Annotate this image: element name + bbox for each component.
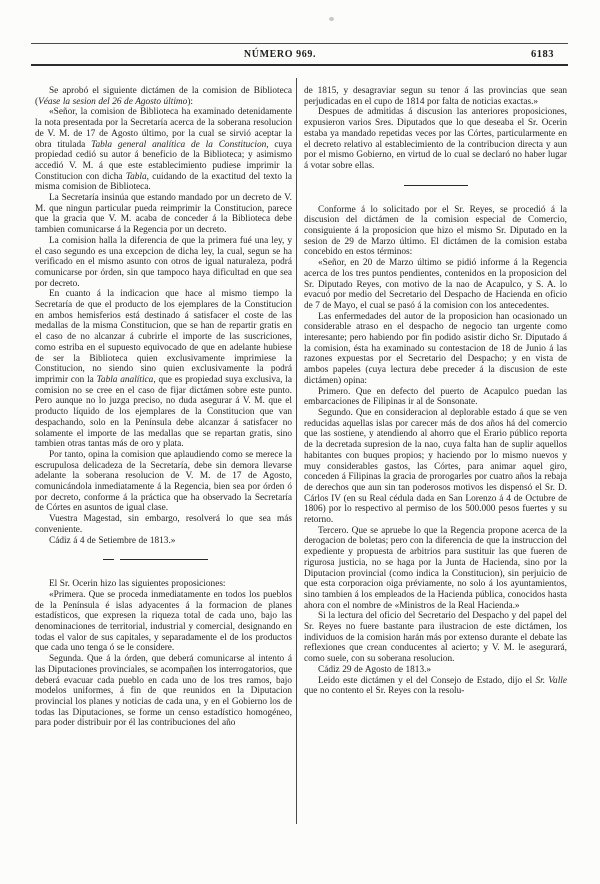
paragraph: Segunda. Que á la órden, que deberá comunicarse al intento á las Diputaciones provinciales, se acompañen los interrogatorios, que deberá evacuar cada pueblo en cada uno de los tres ramos, bajo modelos uniformes, á fin de que reunidos en la Diputacion provincial los planes y noticias de cada una, y en el Gobierno los de todas las Diputaciones, se forme un censo estadístico homogéneo, para poder distribuir por él las contribuciones del año <box>35 654 292 729</box>
paragraph: de 1815, y desagraviar segun su tenor á las provincias que sean perjudicadas en el cupo de 1814 por falta de noticias exactas.» <box>304 86 567 107</box>
paragraph: La comision halla la diferencia de que la primera fué una ley, y el caso segundo es una excepcion de dicha ley, la cual, segun se ha verificado en el mismo asunto con otros de igual naturaleza, podrá comunicarse por órden, sin que tampoco haya dificultad en que sea por decreto. <box>35 235 292 289</box>
right-column <box>304 86 567 697</box>
paragraph: Despues de admitidas á discusion las anteriores proposiciones, expusieron varios Sres. Diputados que lo que deseaba el Sr. Ocerin estaba ya mandado repetidas veces por las Córtes, particularmente en el decreto relativo al establecimiento de la contribucion directa y aun por el mismo Gobierno, en virtud de lo cual se declaró no haber lugar á votar sobre ellas. <box>304 107 567 171</box>
header-rule-bottom <box>31 64 568 66</box>
section-divider <box>120 559 208 560</box>
paragraph: Conforme á lo solicitado por el Sr. Reyes, se procedió á la discusion del dictámen de la comision especial de Comercio, consiguiente á la proposicion que hizo el mismo Sr. Diputado en la sesion de 29 de Marzo último. El dictámen de la comision estaba concebido en estos términos: <box>304 204 567 258</box>
paragraph: Vuestra Magestad, sin embargo, resolverá lo que sea más conveniente. <box>35 514 292 535</box>
section-divider <box>404 185 468 186</box>
paragraph: Se aprobó el siguiente dictámen de la comision de Biblioteca (Véase la sesion del 26 de Agosto último): <box>35 86 292 107</box>
paragraph: Primero. Que en defecto del puerto de Acapulco puedan las embarcaciones de Filipinas ir al de Sonsonate. <box>304 386 567 408</box>
issue-number-label: NÚMERO 969. <box>243 49 317 60</box>
paragraph: En cuanto á la indicacion que hace al mismo tiempo la Secretaría de que el producto de los ejemplares de la Constitucion en ambos hemisferios está destinado á satisfacer el coste de las medallas de la misma Constitucion, que se han de repartir gratis en el caso de no alcanzar á cubrirle el importe de las suscriciones, como estriba en el supuesto equivocado de que en adelante hubiese de ser la Biblioteca quien exclusivamente imprimiese la Constitucion, no siendo sino quien exclusivamente la podrá imprimir con la Tabla analítica, que es propiedad suya exclusiva, la comision no se cree en el caso de fijar dictámen sobre este punto. Pero aunque no lo juzga preciso, no duda asegurar á V. M. que el producto líquido de los ejemplares de la Constitucion que van despachando, solo en la Península debe alcanzar á satisfacer no solamente el importe de las medallas que se repartan gratis, sino tambien otras tantas más de oro y plata. <box>35 289 292 450</box>
paragraph: Cádiz á 4 de Setiembre de 1813.» <box>49 535 176 546</box>
paragraph: Leido este dictámen y el del Consejo de Estado, dijo el Sr. Valle que no contento el Sr. Reyes con la resolu- <box>304 675 567 697</box>
paragraph: «Señor, la comision de Biblioteca ha examinado detenidamente la nota presentada por la Secretaría acerca de la soberana resolucion de V. M. de 17 de Agosto último, por la cual se sirvió aceptar la obra titulada Tabla general analítica de la Constitucion, cuya propiedad cedió su autor á beneficio de la Biblioteca; y asimismo accedió V. M. á que este establecimiento pudiese imprimir la Constitucion con dicha Tabla, cuidando de la exactitud del texto la misma comision de Biblioteca. <box>35 107 292 193</box>
paragraph: Si la lectura del oficio del Secretario del Despacho y del papel del Sr. Reyes no fuere bastante para ilustracion de este dictámen, los individuos de la comision harán más por extenso durante el debate las reflexiones que crean conducentes al acierto; y V. M. le asegurará, como suele, con su soberana resolucion. <box>304 611 567 665</box>
paragraph: Por tanto, opina la comision que aplaudiendo como se merece la escrupulosa delicadeza de la Secretaría, debe sin demora llevarse adelante la soberana resolucion de V. M. de 17 de Agosto, comunicándola inmediatamente á la Regencia, bien sea por órden ó por decreto, conforme á la práctica que ha observado la Secretaría de Córtes en asuntos de igual clase. <box>35 449 292 514</box>
paragraph: «Señor, en 20 de Marzo último se pidió informe á la Regencia acerca de los tres puntos pendientes, contenidos en la proposicion del Sr. Diputado Reyes, con motivo de la nao de Acapulco, y S. A. lo evacuó por medio del Secretario del Despacho de Hacienda en oficio de 7 de Mayo, el cual se pasó á la comision con los antecedentes. <box>304 258 567 311</box>
paragraph: La Secretaría insinúa que estando mandado por un decreto de V. M. que ningun particular pueda reimprimir la Constitucion, parece que la gracia que V. M. acaba de conceder á la Biblioteca debe tambien comunicarse á la Regencia por un decreto. <box>35 193 292 236</box>
scan-speck <box>329 17 334 21</box>
header-rule-top <box>31 43 568 44</box>
page-number: 6183 <box>531 49 554 60</box>
left-column <box>35 86 292 729</box>
paragraph: El Sr. Ocerin hizo las siguientes proposiciones: <box>49 579 226 590</box>
column-divider-rule <box>296 78 297 824</box>
paragraph: Las enfermedades del autor de la proposicion han ocasionado un considerable atraso en el despacho de negocio tan urgente como interesante; pero habiendo por fin podido asistir dicho Sr. Diputado á la comision, ésta ha examinado su contestacion de 18 de Junio á las razones expuestas por el Secretario del Despacho; y en vista de ambos papeles (cuya lectura debe preceder á la discusion de este dictámen) opina: <box>304 311 567 386</box>
paragraph: Cádiz 29 de Agosto de 1813.» <box>318 664 432 675</box>
paragraph: Tercero. Que se apruebe lo que la Regencia propone acerca de la derogacion de boletas; pero con la diferencia de que la instruccion del expediente y propuesta de arbitrios para sustituir las que fueren de rigurosa justicia, no se haga por la Junta de Hacienda, sino por la Diputacion provincial (como indica la Constitucion), sin perjuicio de que esta corporacion oiga préviamente, no solo á los ayuntamientos, sino tambien á los empleados de la Hacienda pública, conocidos hasta ahora con el nombre de «Ministros de la Real Hacienda.» <box>304 525 567 611</box>
paragraph: Segundo. Que en consideracion al deplorable estado á que se ven reducidas aquellas islas por carecer más de dos años há del comercio que las sostiene, y atendiendo al ahorro que el Erario público reporta de la decretada supresion de la nao, cuya falta han de suplir aquellos habitantes con buques propios; y haciendo por lo mismo nuevos y muy considerables gastos, las Córtes, para animar aquel giro, conceden á Filipinas la gracia de prorogarles por cuatro años la rebaja de derechos que aun sin tan poderosos motivos les dispensó el Sr. D. Cárlos IV (en su Real cédula dada en San Lorenzo á 4 de Octubre de 1806) por lo respectivo al permiso de los 500.000 pesos fuertes y su retorno. <box>304 407 567 526</box>
paragraph: «Primera. Que se proceda inmediatamente en todos los pueblos de la Península é islas adyacentes á la formacion de planes estadísticos, que expresen la riqueza total de cada uno, bajo las denominaciones de territorial, industrial y comercial, designando en todas el valor de sus capitales, y separadamente el de los productos que cada uno tenga ó se le considere. <box>35 589 292 654</box>
